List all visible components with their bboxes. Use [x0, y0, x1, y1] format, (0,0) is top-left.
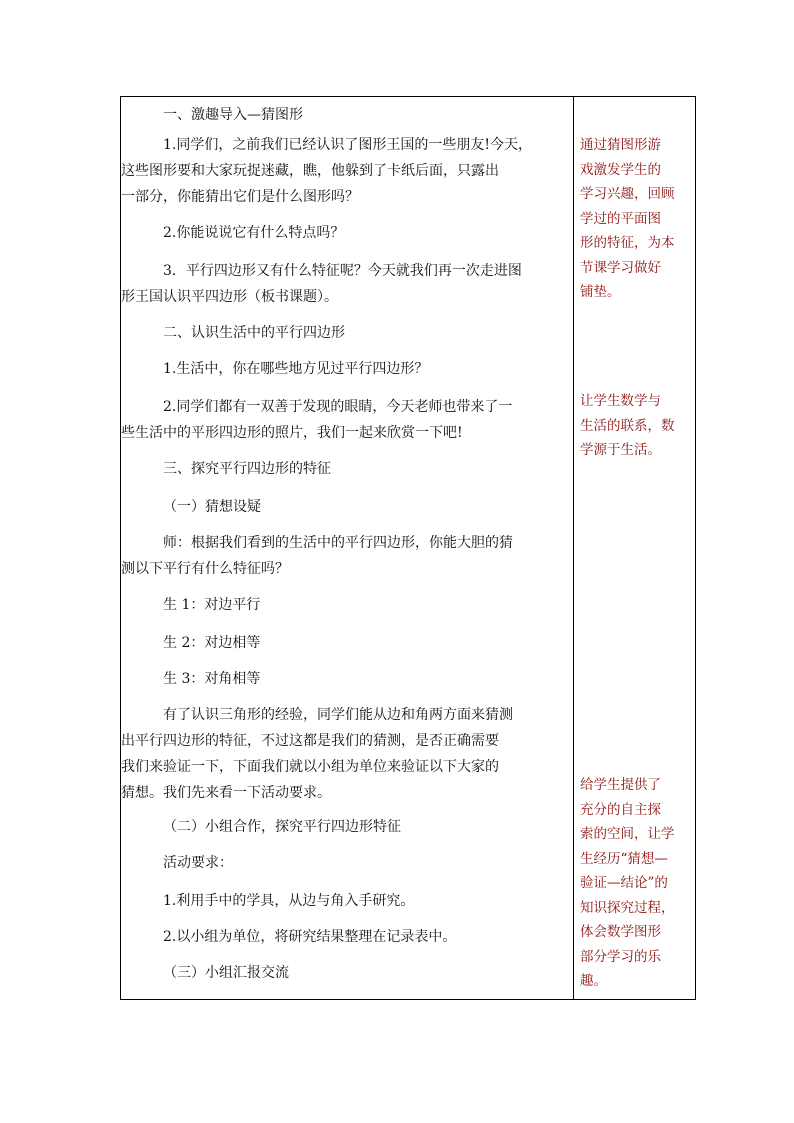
text-line: 一部分，你能猜出它们是什么图形吗？	[121, 189, 359, 205]
note-line: 体会数学图形	[580, 924, 661, 940]
teaching-process-column	[121, 97, 574, 1001]
text-line: 生 1：对边平行	[163, 597, 261, 613]
design-intent-note-2	[580, 389, 690, 463]
text-line: 3．平行四边形又有什么特征呢？今天就我们再一次走进图	[163, 263, 522, 279]
text-line: 生 2：对边相等	[163, 635, 261, 651]
text-line: 二、认识生活中的平行四边形	[163, 325, 345, 341]
note-line: 戏激发学生的	[580, 161, 661, 178]
design-intent-note-1	[580, 133, 690, 305]
text-line: （一）猜想设疑	[163, 499, 261, 515]
text-line: 有了认识三角形的经验，同学们能从边和角两方面来猜测	[163, 707, 513, 723]
note-line: 通过猜图形游	[580, 137, 661, 153]
text-line: 1.同学们，之前我们已经认识了图形王国的一些朋友!今天，	[163, 137, 532, 153]
text-line: 测以下平行有什么特征吗？	[121, 561, 289, 577]
text-line: 活动要求：	[163, 855, 233, 871]
text-line: 三、探究平行四边形的特征	[163, 461, 331, 477]
text-line: 师：根据我们看到的生活中的平行四边形，你能大胆的猜	[163, 535, 513, 551]
note-line: 知识探究过程，	[580, 899, 675, 916]
note-line: 生活的联系，数	[580, 417, 675, 434]
text-line: 2.以小组为单位，将研究结果整理在记录表中。	[163, 929, 457, 945]
note-line: 给学生提供了	[580, 777, 661, 793]
text-line: 生 3：对角相等	[163, 671, 261, 687]
text-line: 一、激趣导入—猜图形	[163, 107, 303, 123]
note-line: 部分学习的乐	[580, 948, 661, 965]
note-line: 学过的平面图	[580, 210, 661, 227]
note-line: 索的空间，让学	[580, 826, 675, 842]
note-line: 节课学习做好	[580, 259, 661, 276]
note-line: 铺垫。	[580, 284, 621, 300]
text-line: 出平行四边形的特征，不过这都是我们的猜测，是否正确需要	[121, 733, 499, 749]
text-line: 些生活中的平形四边形的照片，我们一起来欣赏一下吧!	[121, 425, 463, 441]
note-line: 充分的自主探	[580, 801, 661, 818]
note-line: 趣。	[580, 973, 607, 989]
column-divider	[573, 96, 574, 1000]
text-line: 1.生活中，你在哪些地方见过平行四边形？	[163, 361, 429, 377]
text-line: （三）小组汇报交流	[163, 965, 289, 981]
text-line: 2.你能说说它有什么特点吗？	[163, 225, 345, 241]
note-line: 学源于生活。	[580, 442, 661, 458]
text-line: 我们来验证一下，下面我们就以小组为单位来验证以下大家的	[121, 759, 499, 775]
text-line: 这些图形要和大家玩捉迷藏，瞧，他躲到了卡纸后面，只露出	[121, 163, 499, 179]
text-line: 2.同学们都有一双善于发现的眼睛，今天老师也带来了一	[163, 399, 513, 415]
text-line: 1.利用手中的学具，从边与角入手研究。	[163, 893, 415, 909]
text-line: （二）小组合作，探究平行四边形特征	[163, 819, 401, 835]
text-line: 形王国认识平四边形（板书课题）。	[121, 289, 338, 305]
note-line: 验证—结论”的	[580, 875, 668, 891]
note-line: 让学生数学与	[580, 393, 661, 409]
lesson-table	[120, 96, 696, 1000]
note-line: 形的特征，为本	[580, 235, 675, 251]
text-line: 猜想。我们先来看一下活动要求。	[121, 785, 331, 801]
note-line: 学习兴趣，回顾	[580, 186, 675, 202]
design-intent-note-3	[580, 773, 690, 994]
note-line: 生经历“猜想—	[580, 850, 668, 867]
